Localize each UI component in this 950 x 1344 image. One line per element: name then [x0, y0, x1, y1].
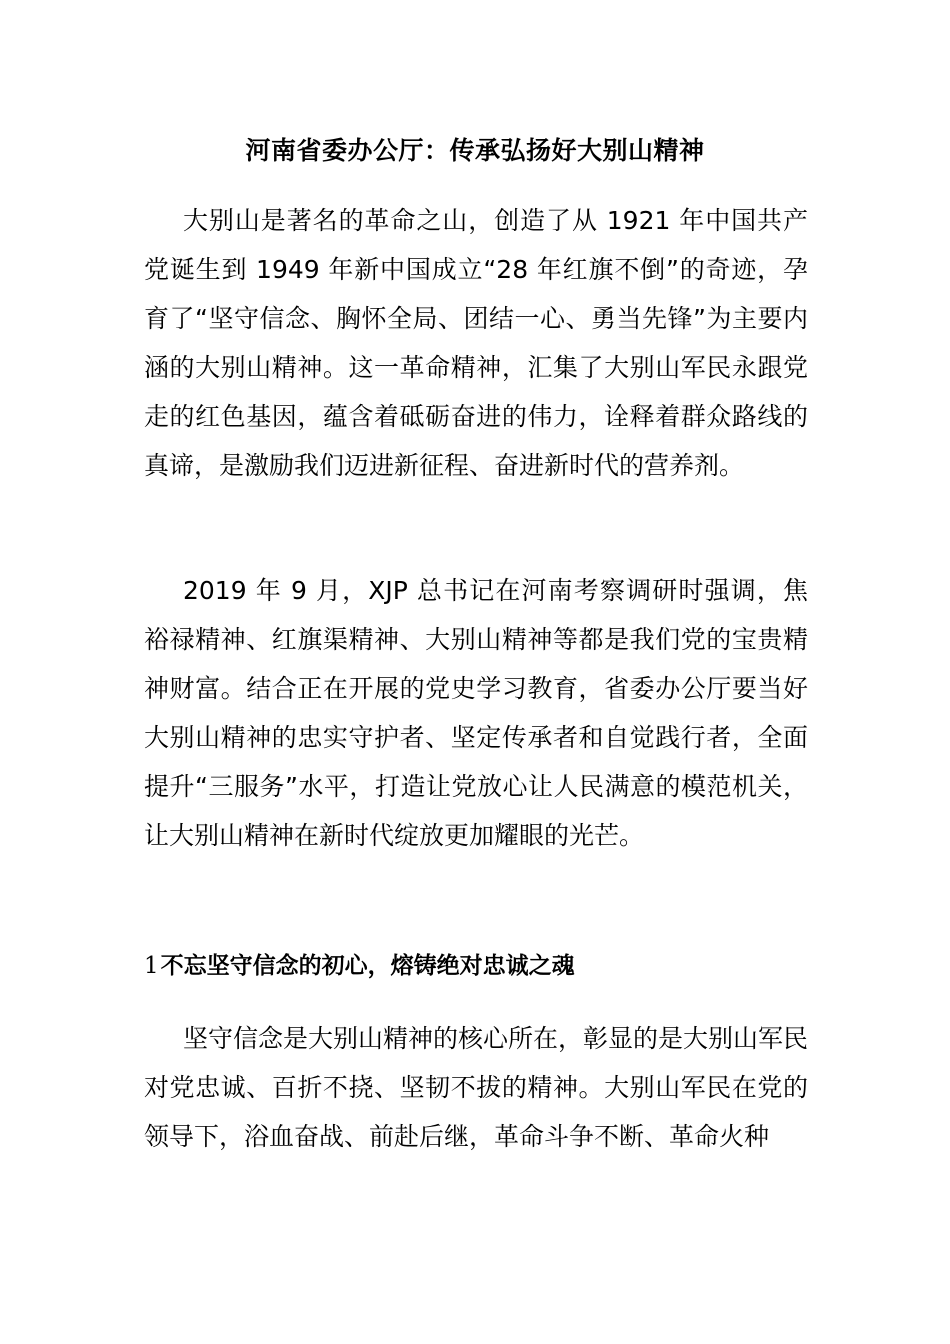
paragraph-2: 2019 年 9 月，XJP 总书记在河南考察调研时强调，焦裕禄精神、红旗渠精神、大别山精神等都是我们党的宝贵精神财富。结合正在开展的党史学习教育，省委办公厅要当好大别山精神的忠实守护者、坚定传承者和自觉践行者，全面提升“三服务”水平，打造让党放心让人民满意的模范机关，让大别山精神在新时代绽放更加耀眼的光芒。: [144, 576, 808, 850]
section-paragraph: 坚守信念是大别山精神的核心所在，彰显的是大别山军民对党忠诚、百折不挠、坚韧不拔的精神。大别山军民在党的领导下，浴血奋战、前赴后继，革命斗争不断、革命火种: [144, 1024, 809, 1151]
section-heading: [144, 946, 808, 986]
section-heading-text: 不忘坚守信念的初心，熔铸绝对忠诚之魂: [160, 952, 575, 979]
paragraph-1: 大别山是著名的革命之山，创造了从 1921 年中国共产党诞生到 1949 年新中国成立“28 年红旗不倒”的奇迹，孕育了“坚守信念、胸怀全局、团结一心、勇当先锋”为主要内涵的大别山精神。这一革命精神，汇集了大别山军民永跟党走的红色基因，蕴含着砥砺奋进的伟力，诠释着群众路线的真谛，是激励我们迈进新征程、奋进新时代的营养剂。: [144, 206, 808, 480]
section-number: 1: [144, 953, 159, 979]
document-title: 河南省委办公厅：传承弘扬好大别山精神: [245, 136, 705, 165]
